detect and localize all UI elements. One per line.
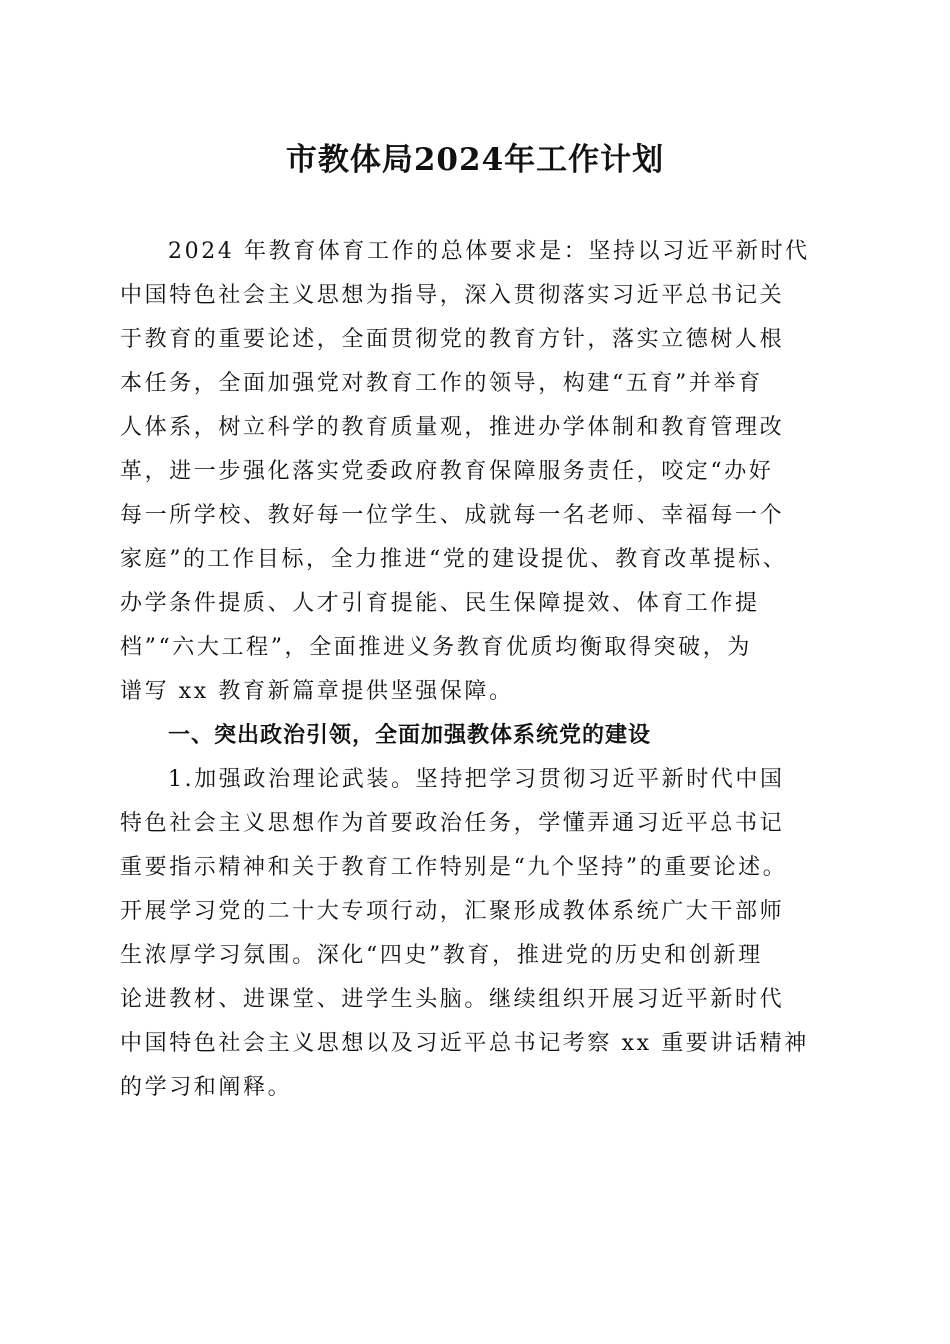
intro-line: 革，进一步强化落实党委政府教育保障服务责任，咬定“办好	[120, 459, 774, 484]
section-heading: 一、突出政治引领，全面加强教体系统党的建设	[168, 723, 652, 748]
intro-line: 谱写 xx 教育新篇章提供坚强保障。	[120, 679, 514, 704]
body-line: 论进教材、进课堂、进学生头脑。继续组织开展习近平新时代	[120, 987, 785, 1012]
intro-line: 于教育的重要论述，全面贯彻党的教育方针，落实立德树人根	[120, 327, 785, 352]
body-line: 1.加强政治理论武装。坚持把学习贯彻习近平新时代中国	[168, 767, 785, 792]
body-line: 开展学习党的二十大专项行动，汇聚形成教体系统广大干部师	[120, 899, 785, 924]
body-line: 特色社会主义思想作为首要政治任务，学懂弄通习近平总书记	[120, 811, 785, 836]
intro-line: 本任务，全面加强党对教育工作的领导，构建“五育”并举育	[120, 371, 763, 396]
intro-line: 人体系，树立科学的教育质量观，推进办学体制和教育管理改	[120, 415, 785, 440]
body-line: 的学习和阐释。	[120, 1075, 293, 1100]
body-line: 生浓厚学习氛围。深化“四史”教育，推进党的历史和创新理	[120, 943, 763, 968]
intro-line: 每一所学校、教好每一位学生、成就每一名老师、幸福每一个	[120, 503, 785, 528]
body-line: 重要指示精神和关于教育工作特别是“九个坚持”的重要论述。	[120, 855, 788, 880]
intro-line: 2024 年教育体育工作的总体要求是：坚持以习近平新时代	[168, 239, 810, 264]
intro-line: 档”“六大工程”，全面推进义务教育优质均衡取得突破，为	[120, 635, 752, 660]
intro-line: 家庭”的工作目标，全力推进“党的建设提优、教育改革提标、	[120, 547, 788, 572]
document-title: 市教体局2024年工作计划	[285, 142, 665, 178]
intro-line: 办学条件提质、人才引育提能、民生保障提效、体育工作提	[120, 591, 760, 616]
intro-line: 中国特色社会主义思想为指导，深入贯彻落实习近平总书记关	[120, 283, 785, 308]
body-line: 中国特色社会主义思想以及习近平总书记考察 xx 重要讲话精神	[120, 1031, 809, 1056]
